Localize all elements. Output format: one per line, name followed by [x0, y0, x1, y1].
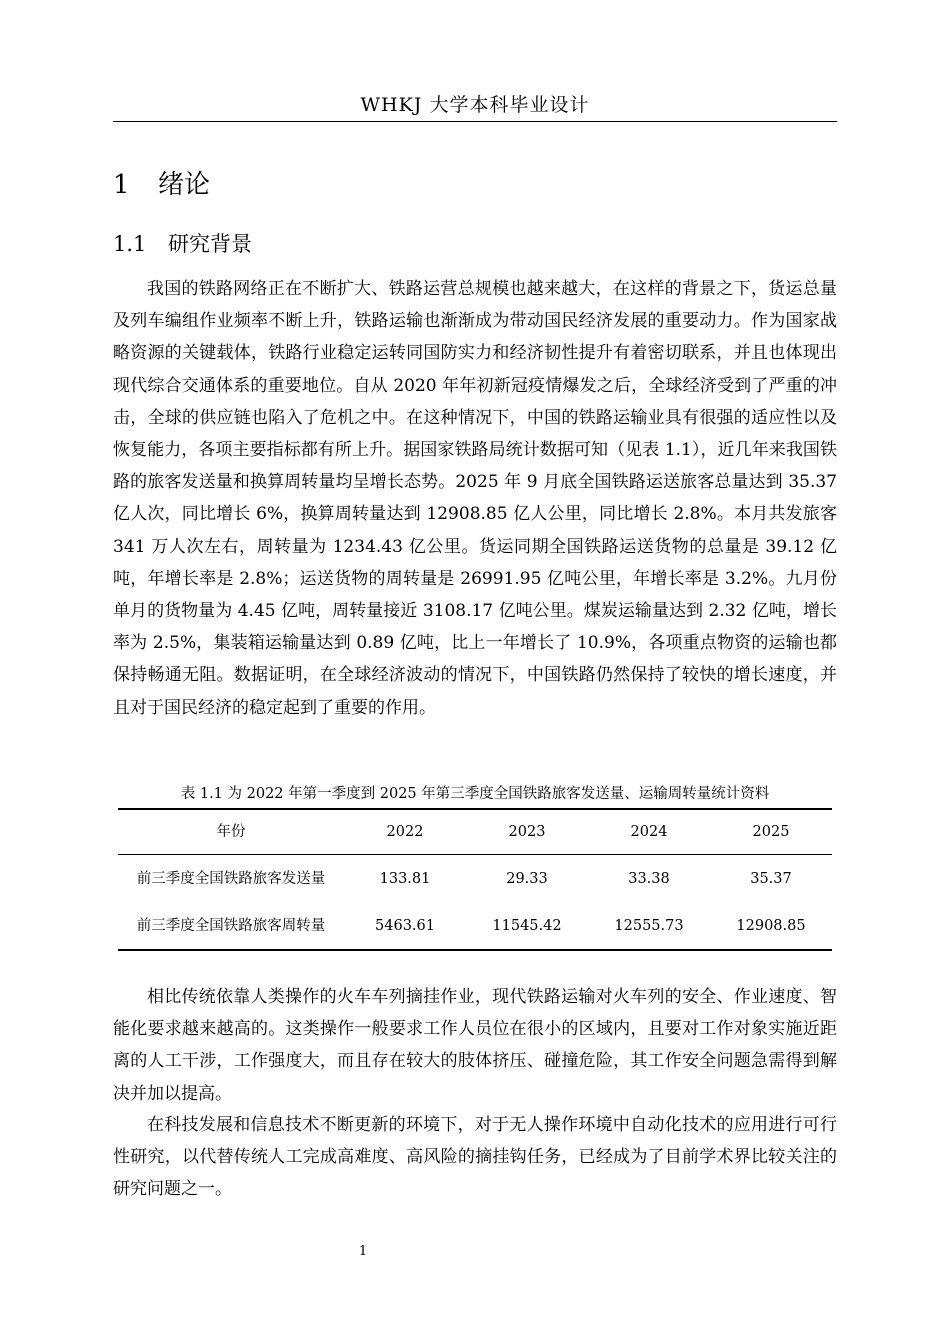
table-header-cell: 2023 — [508, 824, 546, 840]
table-cell: 11545.42 — [492, 917, 562, 934]
table-row-label: 前三季度全国铁路旅客周转量 — [136, 917, 326, 934]
page-header: WHKJ 大学本科毕业设计 — [360, 94, 590, 116]
section-number: 1.1 — [113, 232, 147, 256]
table-cell: 12908.85 — [736, 917, 806, 934]
table-header-cell: 2024 — [630, 824, 668, 840]
table-header-cell: 2022 — [386, 824, 424, 840]
section-title: 研究背景 — [168, 232, 252, 256]
header-divider — [113, 121, 837, 122]
table-header-rule — [118, 854, 832, 855]
chapter-title: 绪论 — [158, 170, 211, 200]
page-number: 1 — [358, 1244, 368, 1259]
paragraph-manual-operation: 相比传统依靠人类操作的火车车列摘挂作业，现代铁路运输对火车列的安全、作业速度、智能化要求越来越高的。这类操作一般要求工作人员位在很小的区域内，且要对工作对象实施近距离的人工干涉，工作强度大，而且存在较大的肢体挤压、碰撞危险，其工作安全问题急需得到解决并加以提高。 — [113, 987, 837, 1104]
table-header-cell: 2025 — [752, 824, 790, 840]
table-cell: 33.38 — [628, 870, 670, 887]
table-cell: 5463.61 — [375, 917, 435, 934]
section-heading — [113, 229, 252, 259]
table-row-label: 前三季度全国铁路旅客发送量 — [136, 870, 326, 887]
table-bottom-rule — [118, 949, 832, 951]
table-cell: 12555.73 — [614, 917, 684, 934]
table-cell: 29.33 — [506, 870, 548, 887]
table-cell: 35.37 — [750, 870, 792, 887]
table-header-cell: 年份 — [216, 824, 246, 840]
table-cell: 133.81 — [379, 870, 431, 887]
chapter-heading — [113, 168, 210, 202]
paragraph-background: 我国的铁路网络正在不断扩大、铁路运营总规模也越来越大，在这样的背景之下，货运总量及列车编组作业频率不断上升，铁路运输也渐渐成为带动国民经济发展的重要动力。作为国家战略资源的关键载体，铁路行业稳定运转同国防实力和经济韧性提升有着密切联系，并且也体现出现代综合交通体系的重要地位。自从 2020 年年初新冠疫情爆发之后，全球经济受到了严重的冲击，全球的供应链也陷入了危机之中。在这种情况下，中国的铁路运输业具有很强的适应性以及恢复能力，各项主要指标都有所上升。据国家铁路局统计数据可知（见表 1.1），近几年来我国铁路的旅客发送量和换算周转量均呈增长态势。2025 年 9 月底全国铁路运送旅客总量达到 35.37 亿人次，同比增长 6%，换算周转量达到 12908.85 亿人公里，同比增长 2.8%。本月共发旅客 341 万人次左右，周转量为 1234.43 亿公里。货运同期全国铁路运送货物的总量是 39.12 亿吨，年增长率是 2.8%；运送货物的周转量是 26991.95 亿吨公里，年增长率是 3.2%。九月份单月的货物量为 4.45 亿吨，周转量接近 3108.17 亿吨公里。煤炭运输量达到 2.32 亿吨，增长率为 2.5%，集装箱运输量达到 0.89 亿吨，比上一年增长了 10.9%，各项重点物资的运输也都保持畅通无阻。数据证明，在全球经济波动的情况下，中国铁路仍然保持了较快的增长速度，并且对于国民经济的稳定起到了重要的作用。 — [113, 279, 837, 718]
table-top-rule — [118, 808, 832, 810]
paragraph-automation: 在科技发展和信息技术不断更新的环境下，对于无人操作环境中自动化技术的应用进行可行性研究，以代替传统人工完成高难度、高风险的摘挂钩任务，已经成为了目前学术界比较关注的研究问题之一。 — [113, 1115, 837, 1200]
table-caption: 表 1.1 为 2022 年第一季度到 2025 年第三季度全国铁路旅客发送量、运输周转量统计资料 — [180, 786, 770, 802]
chapter-number: 1 — [113, 170, 130, 200]
